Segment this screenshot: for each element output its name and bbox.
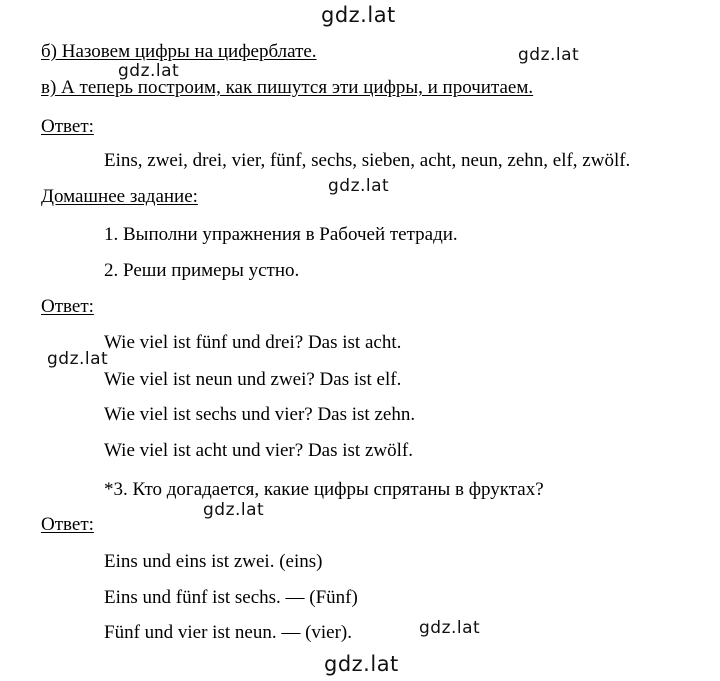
homework-item-1: 1. Выполни упражнения в Рабочей тетради. (104, 224, 458, 245)
fruit-answer-3: Fünf und vier ist neun. — (vier). (104, 622, 353, 643)
homework-heading: Домашнее задание: (41, 186, 198, 207)
answer-label-3: Ответ: (41, 514, 94, 535)
answer-label-2: Ответ: (41, 296, 94, 317)
watermark: gdz.lat (324, 652, 399, 676)
example-4: Wie viel ist acht und vier? Das ist zwölf. (104, 440, 413, 461)
watermark: gdz.lat (203, 500, 265, 520)
watermark: gdz.lat (321, 3, 396, 27)
answer-label-1: Ответ: (41, 116, 94, 137)
task-3: *3. Кто догадается, какие цифры спрятаны в фруктах? (104, 479, 544, 500)
homework-item-2: 2. Реши примеры устно. (104, 260, 300, 281)
watermark: gdz.lat (328, 176, 390, 196)
fruit-answer-2: Eins und fünf ist sechs. — (Fünf) (104, 587, 358, 608)
example-1: Wie viel ist fünf und drei? Das ist acht. (104, 332, 402, 353)
watermark: gdz.lat (419, 618, 481, 638)
example-3: Wie viel ist sechs und vier? Das ist zehn. (104, 404, 416, 425)
watermark: gdz.lat (518, 45, 580, 65)
example-2: Wie viel ist neun und zwei? Das ist elf. (104, 369, 402, 390)
fruit-answer-1: Eins und eins ist zwei. (eins) (104, 551, 323, 572)
watermark: gdz.lat (47, 349, 109, 369)
line-b: б) Назовем цифры на циферблате. (41, 41, 317, 62)
line-v: в) А теперь построим, как пишутся эти цифры, и прочитаем. (41, 77, 534, 98)
watermark: gdz.lat (118, 61, 180, 81)
numbers-line: Eins, zwei, drei, vier, fünf, sechs, sieben, acht, neun, zehn, elf, zwölf. (104, 150, 631, 171)
